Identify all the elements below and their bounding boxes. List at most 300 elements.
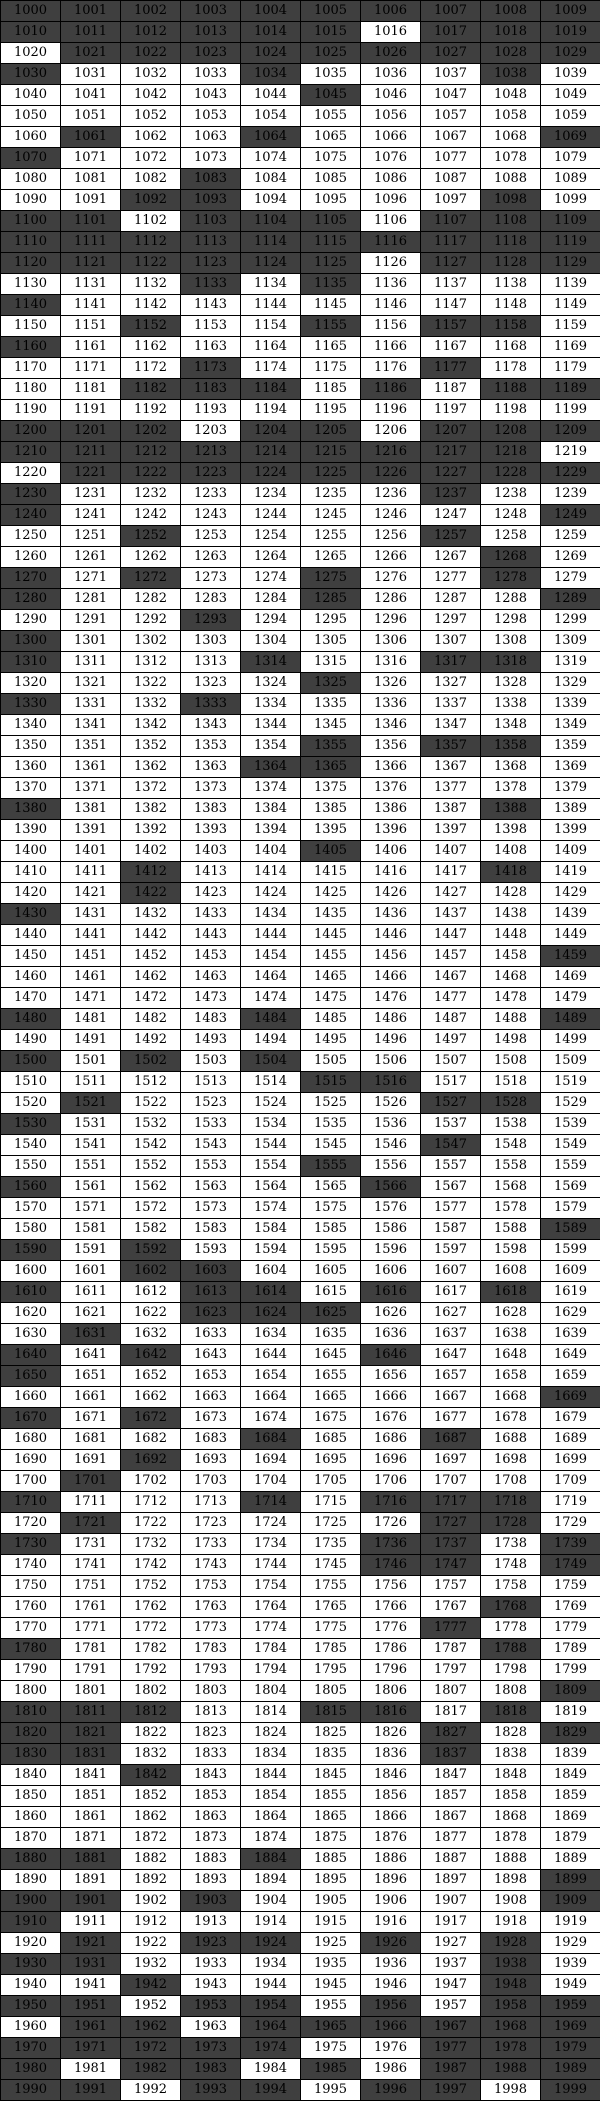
grid-cell: 1054 [240,105,301,127]
grid-cell: 1314 [240,651,301,673]
grid-cell: 1760 [0,1596,61,1618]
grid-cell: 1394 [240,819,301,841]
grid-cell: 1193 [180,399,241,421]
grid-cell: 1723 [180,1512,241,1534]
grid-cell: 1362 [120,756,181,778]
grid-cell: 1020 [0,42,61,64]
grid-cell: 1855 [300,1785,361,1807]
grid-cell: 1384 [240,798,301,820]
grid-cell: 1212 [120,441,181,463]
grid-cell: 1705 [300,1470,361,1492]
grid-cell: 1085 [300,168,361,190]
grid-cell: 1157 [420,315,481,337]
grid-cell: 1408 [480,840,541,862]
grid-cell: 1495 [300,1029,361,1051]
grid-cell: 1428 [480,882,541,904]
grid-cell: 1704 [240,1470,301,1492]
grid-cell: 1402 [120,840,181,862]
grid-cell: 1694 [240,1449,301,1471]
grid-cell: 1190 [0,399,61,421]
grid-cell: 1288 [480,588,541,610]
grid-cell: 1654 [240,1365,301,1387]
grid-cell: 1355 [300,735,361,757]
grid-cell: 1457 [420,945,481,967]
grid-cell: 1118 [480,231,541,253]
grid-cell: 1360 [0,756,61,778]
grid-cell: 1026 [360,42,421,64]
grid-cell: 1278 [480,567,541,589]
grid-cell: 1519 [540,1071,600,1093]
grid-cell: 1722 [120,1512,181,1534]
grid-cell: 1296 [360,609,421,631]
grid-cell: 1726 [360,1512,421,1534]
grid-cell: 1140 [0,294,61,316]
grid-cell: 1993 [180,2079,241,2101]
grid-cell: 1484 [240,1008,301,1030]
grid-cell: 1286 [360,588,421,610]
grid-cell: 1440 [0,924,61,946]
grid-cell: 1656 [360,1365,421,1387]
grid-cell: 1847 [420,1764,481,1786]
grid-cell: 1372 [120,777,181,799]
grid-cell: 1611 [60,1281,121,1303]
grid-cell: 1044 [240,84,301,106]
grid-cell: 1373 [180,777,241,799]
grid-cell: 1442 [120,924,181,946]
grid-cell: 1311 [60,651,121,673]
grid-cell: 1022 [120,42,181,64]
grid-cell: 1596 [360,1239,421,1261]
grid-cell: 1527 [420,1092,481,1114]
grid-cell: 1194 [240,399,301,421]
grid-cell: 1341 [60,714,121,736]
grid-cell: 1465 [300,966,361,988]
grid-cell: 1180 [0,378,61,400]
grid-cell: 1330 [0,693,61,715]
grid-cell: 1089 [540,168,600,190]
grid-cell: 1570 [0,1197,61,1219]
grid-cell: 1165 [300,336,361,358]
grid-cell: 1098 [480,189,541,211]
grid-cell: 1147 [420,294,481,316]
grid-cell: 1226 [360,462,421,484]
grid-cell: 1250 [0,525,61,547]
grid-cell: 1276 [360,567,421,589]
grid-cell: 1901 [60,1890,121,1912]
grid-cell: 1599 [540,1239,600,1261]
grid-cell: 1246 [360,504,421,526]
grid-cell: 1077 [420,147,481,169]
grid-cell: 1195 [300,399,361,421]
grid-cell: 1737 [420,1533,481,1555]
grid-cell: 1091 [60,189,121,211]
grid-cell: 1877 [420,1827,481,1849]
grid-cell: 1162 [120,336,181,358]
grid-cell: 1561 [60,1176,121,1198]
grid-cell: 1639 [540,1323,600,1345]
grid-cell: 1431 [60,903,121,925]
grid-cell: 1513 [180,1071,241,1093]
grid-cell: 1081 [60,168,121,190]
grid-cell: 1997 [420,2079,481,2101]
grid-cell: 1730 [0,1533,61,1555]
grid-cell: 1923 [180,1932,241,1954]
grid-cell: 1433 [180,903,241,925]
grid-cell: 1292 [120,609,181,631]
grid-cell: 1387 [420,798,481,820]
grid-cell: 1978 [480,2037,541,2059]
grid-cell: 1210 [0,441,61,463]
grid-cell: 1500 [0,1050,61,1072]
grid-cell: 1367 [420,756,481,778]
grid-cell: 1005 [300,0,361,22]
grid-cell: 1043 [180,84,241,106]
grid-cell: 1339 [540,693,600,715]
grid-cell: 1074 [240,147,301,169]
grid-cell: 1526 [360,1092,421,1114]
grid-cell: 1856 [360,1785,421,1807]
grid-cell: 1782 [120,1638,181,1660]
grid-cell: 1003 [180,0,241,22]
grid-cell: 1962 [120,2016,181,2038]
grid-cell: 1970 [0,2037,61,2059]
grid-cell: 1756 [360,1575,421,1597]
grid-cell: 1096 [360,189,421,211]
grid-cell: 1612 [120,1281,181,1303]
grid-cell: 1441 [60,924,121,946]
grid-cell: 1277 [420,567,481,589]
grid-cell: 1867 [420,1806,481,1828]
grid-cell: 1467 [420,966,481,988]
grid-cell: 1710 [0,1491,61,1513]
grid-cell: 1602 [120,1260,181,1282]
grid-cell: 1931 [60,1953,121,1975]
grid-cell: 1752 [120,1575,181,1597]
grid-cell: 1881 [60,1848,121,1870]
grid-cell: 1219 [540,441,600,463]
grid-cell: 1236 [360,483,421,505]
grid-cell: 1034 [240,63,301,85]
grid-cell: 1744 [240,1554,301,1576]
grid-cell: 1600 [0,1260,61,1282]
grid-cell: 1000 [0,0,61,22]
grid-cell: 1335 [300,693,361,715]
grid-cell: 1907 [420,1890,481,1912]
grid-cell: 1774 [240,1617,301,1639]
grid-cell: 1573 [180,1197,241,1219]
grid-cell: 1584 [240,1218,301,1240]
grid-cell: 1988 [480,2058,541,2080]
grid-cell: 1725 [300,1512,361,1534]
grid-cell: 1803 [180,1680,241,1702]
grid-cell: 1623 [180,1302,241,1324]
grid-cell: 1593 [180,1239,241,1261]
grid-cell: 1256 [360,525,421,547]
grid-cell: 1090 [0,189,61,211]
grid-cell: 1647 [420,1344,481,1366]
grid-cell: 1858 [480,1785,541,1807]
grid-cell: 1152 [120,315,181,337]
grid-cell: 1007 [420,0,481,22]
grid-cell: 1635 [300,1323,361,1345]
grid-cell: 1216 [360,441,421,463]
grid-cell: 1530 [0,1113,61,1135]
grid-cell: 1472 [120,987,181,1009]
grid-cell: 1317 [420,651,481,673]
grid-cell: 1816 [360,1701,421,1723]
grid-cell: 1648 [480,1344,541,1366]
grid-cell: 1908 [480,1890,541,1912]
grid-cell: 1582 [120,1218,181,1240]
grid-cell: 1510 [0,1071,61,1093]
grid-cell: 1853 [180,1785,241,1807]
grid-cell: 1245 [300,504,361,526]
grid-cell: 1030 [0,63,61,85]
grid-cell: 1934 [240,1953,301,1975]
grid-cell: 1187 [420,378,481,400]
grid-cell: 1646 [360,1344,421,1366]
grid-cell: 1293 [180,609,241,631]
grid-cell: 1053 [180,105,241,127]
grid-cell: 1244 [240,504,301,526]
grid-cell: 1473 [180,987,241,1009]
grid-cell: 1711 [60,1491,121,1513]
grid-cell: 1083 [180,168,241,190]
grid-cell: 1812 [120,1701,181,1723]
grid-cell: 1750 [0,1575,61,1597]
grid-cell: 1025 [300,42,361,64]
grid-cell: 1929 [540,1932,600,1954]
grid-cell: 1302 [120,630,181,652]
grid-cell: 1552 [120,1155,181,1177]
grid-cell: 1356 [360,735,421,757]
grid-cell: 1058 [480,105,541,127]
grid-cell: 1347 [420,714,481,736]
grid-cell: 1801 [60,1680,121,1702]
grid-cell: 1265 [300,546,361,568]
grid-cell: 1820 [0,1722,61,1744]
grid-cell: 1186 [360,378,421,400]
grid-cell: 1714 [240,1491,301,1513]
grid-cell: 1909 [540,1890,600,1912]
grid-cell: 1507 [420,1050,481,1072]
grid-cell: 1004 [240,0,301,22]
grid-cell: 1046 [360,84,421,106]
grid-cell: 1594 [240,1239,301,1261]
grid-cell: 1644 [240,1344,301,1366]
grid-cell: 1453 [180,945,241,967]
grid-cell: 1101 [60,210,121,232]
grid-cell: 1917 [420,1911,481,1933]
grid-cell: 1435 [300,903,361,925]
grid-cell: 1562 [120,1176,181,1198]
grid-cell: 1255 [300,525,361,547]
grid-cell: 1308 [480,630,541,652]
grid-cell: 1572 [120,1197,181,1219]
grid-cell: 1680 [0,1428,61,1450]
grid-cell: 1559 [540,1155,600,1177]
grid-cell: 1886 [360,1848,421,1870]
grid-cell: 1810 [0,1701,61,1723]
grid-cell: 1444 [240,924,301,946]
grid-cell: 1543 [180,1134,241,1156]
grid-cell: 1521 [60,1092,121,1114]
grid-cell: 1436 [360,903,421,925]
grid-cell: 1872 [120,1827,181,1849]
grid-cell: 1604 [240,1260,301,1282]
grid-cell: 1589 [540,1218,600,1240]
grid-cell: 1990 [0,2079,61,2101]
grid-cell: 1075 [300,147,361,169]
grid-cell: 1932 [120,1953,181,1975]
grid-cell: 1393 [180,819,241,841]
grid-cell: 1361 [60,756,121,778]
grid-cell: 1528 [480,1092,541,1114]
grid-cell: 1676 [360,1407,421,1429]
grid-cell: 1124 [240,252,301,274]
grid-cell: 1743 [180,1554,241,1576]
grid-cell: 1926 [360,1932,421,1954]
grid-cell: 1324 [240,672,301,694]
grid-cell: 1469 [540,966,600,988]
grid-cell: 1968 [480,2016,541,2038]
grid-cell: 1652 [120,1365,181,1387]
grid-cell: 1014 [240,21,301,43]
grid-cell: 1045 [300,84,361,106]
grid-cell: 1230 [0,483,61,505]
grid-cell: 1622 [120,1302,181,1324]
grid-cell: 1720 [0,1512,61,1534]
grid-cell: 1389 [540,798,600,820]
grid-cell: 1027 [420,42,481,64]
grid-cell: 1571 [60,1197,121,1219]
grid-cell: 1282 [120,588,181,610]
grid-cell: 1105 [300,210,361,232]
grid-cell: 1478 [480,987,541,1009]
grid-cell: 1808 [480,1680,541,1702]
grid-cell: 1641 [60,1344,121,1366]
grid-cell: 1087 [420,168,481,190]
grid-cell: 1792 [120,1659,181,1681]
grid-cell: 1223 [180,462,241,484]
grid-cell: 1811 [60,1701,121,1723]
grid-cell: 1746 [360,1554,421,1576]
grid-cell: 1525 [300,1092,361,1114]
grid-cell: 1023 [180,42,241,64]
grid-cell: 1640 [0,1344,61,1366]
grid-cell: 1275 [300,567,361,589]
grid-cell: 1715 [300,1491,361,1513]
grid-cell: 1305 [300,630,361,652]
grid-cell: 1971 [60,2037,121,2059]
grid-cell: 1414 [240,861,301,883]
grid-cell: 1094 [240,189,301,211]
grid-cell: 1410 [0,861,61,883]
grid-cell: 1243 [180,504,241,526]
grid-cell: 1688 [480,1428,541,1450]
grid-cell: 1568 [480,1176,541,1198]
grid-cell: 1068 [480,126,541,148]
grid-cell: 1225 [300,462,361,484]
grid-cell: 1989 [540,2058,600,2080]
grid-cell: 1425 [300,882,361,904]
grid-cell: 1670 [0,1407,61,1429]
grid-cell: 1099 [540,189,600,211]
grid-cell: 1765 [300,1596,361,1618]
grid-cell: 1060 [0,126,61,148]
grid-cell: 1906 [360,1890,421,1912]
grid-cell: 1515 [300,1071,361,1093]
grid-cell: 1133 [180,273,241,295]
grid-cell: 1536 [360,1113,421,1135]
grid-cell: 1837 [420,1743,481,1765]
grid-cell: 1991 [60,2079,121,2101]
grid-cell: 1340 [0,714,61,736]
grid-cell: 1673 [180,1407,241,1429]
grid-cell: 1866 [360,1806,421,1828]
grid-cell: 1938 [480,1953,541,1975]
grid-cell: 1885 [300,1848,361,1870]
grid-cell: 1048 [480,84,541,106]
grid-cell: 1841 [60,1764,121,1786]
grid-cell: 1401 [60,840,121,862]
grid-cell: 1248 [480,504,541,526]
grid-cell: 1890 [0,1869,61,1891]
grid-cell: 1338 [480,693,541,715]
grid-cell: 1235 [300,483,361,505]
grid-cell: 1352 [120,735,181,757]
grid-cell: 1175 [300,357,361,379]
grid-cell: 1548 [480,1134,541,1156]
grid-cell: 1213 [180,441,241,463]
grid-cell: 1009 [540,0,600,22]
grid-cell: 1191 [60,399,121,421]
grid-cell: 1998 [480,2079,541,2101]
grid-cell: 1815 [300,1701,361,1723]
grid-cell: 1333 [180,693,241,715]
grid-cell: 1290 [0,609,61,631]
grid-cell: 1868 [480,1806,541,1828]
grid-cell: 1013 [180,21,241,43]
grid-cell: 1764 [240,1596,301,1618]
grid-cell: 1067 [420,126,481,148]
grid-cell: 1666 [360,1386,421,1408]
grid-cell: 1197 [420,399,481,421]
grid-cell: 1179 [540,357,600,379]
grid-cell: 1966 [360,2016,421,2038]
grid-cell: 1155 [300,315,361,337]
grid-cell: 1935 [300,1953,361,1975]
grid-cell: 1878 [480,1827,541,1849]
grid-cell: 1727 [420,1512,481,1534]
grid-cell: 1709 [540,1470,600,1492]
grid-cell: 1953 [180,1995,241,2017]
grid-cell: 1706 [360,1470,421,1492]
grid-cell: 1609 [540,1260,600,1282]
grid-cell: 1522 [120,1092,181,1114]
grid-cell: 1280 [0,588,61,610]
grid-cell: 1493 [180,1029,241,1051]
grid-cell: 1739 [540,1533,600,1555]
grid-cell: 1313 [180,651,241,673]
grid-cell: 1072 [120,147,181,169]
grid-cell: 1107 [420,210,481,232]
grid-cell: 1281 [60,588,121,610]
grid-cell: 1848 [480,1764,541,1786]
grid-cell: 1653 [180,1365,241,1387]
grid-cell: 1040 [0,84,61,106]
grid-cell: 1967 [420,2016,481,2038]
